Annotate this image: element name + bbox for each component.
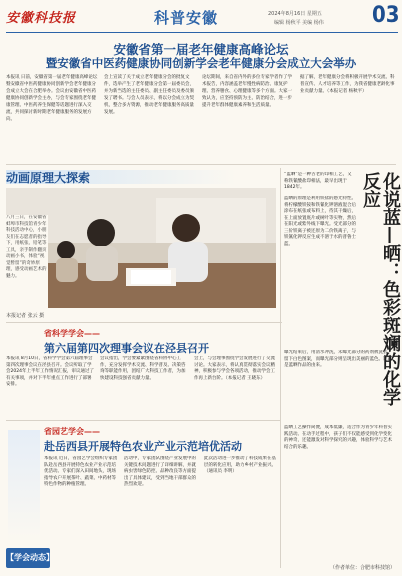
editors-line: 编辑 杨秋平 美编 杨伟 [274, 20, 324, 26]
sidebar-body-2: 曝光结束后，用清水冲洗，未曝光部分的药剂被洗去，留下白色图案，而曝光部分则呈现出美丽的蓝色。这就是蓝晒作品的由来。 [284, 350, 392, 368]
lead-body-col3: 论坛期间，来自省内外的多位专家学者作了学术报告，内容涵盖老年慢性病防治、康复护理、营养膳食、心理健康等多个方面。大家一致认为，应坚持预防为主、防治结合，进一步提升老年群体健康素养和生活质量。 [202, 75, 292, 108]
demo-headline: 赴岳西县开展特色农业产业示范培优活动 [44, 440, 242, 453]
demo-body-col3: 此次活动进一步推动了科技成果在基层的转化应用，助力乡村产业振兴。（通讯员 李明） [204, 456, 276, 474]
council-body-col2: 会议指出，学会要紧紧围绕省科协中心工作，充分发挥学术交流、科学普及、决策咨询等职能作用，团结广大科技工作者，为加快建设科技强省贡献力量。 [100, 356, 186, 381]
column-rule [280, 168, 281, 568]
sidebar-title: 化说蓝—晒：色彩斑斓的化学反应 [360, 172, 401, 406]
sidebar-intro: “蓝晒”是一种古老的印相工艺，又称铁氰酸盐印相法，最早出现于1842年。 [284, 172, 352, 190]
sidebar-author: （作者单位：合肥市科技馆） [330, 565, 396, 571]
lead-headline-line2: 暨安徽省中医药健康协同创新学会老年健康分会成立大会举办 [45, 56, 357, 70]
lead-body-col2: 会上宣读了关于成立老年健康分会的批复文件，选举产生了老年健康分会第一届委员会，并为新当选的主任委员、副主任委员及委员颁发了聘书。与会人员表示，将以分会成立为契机，整合多方资源，推动老年健康服务高质量发展。 [104, 75, 194, 115]
newspaper-brand-logo: 安徽科技报 [6, 11, 77, 26]
sidebar-body-3: 蓝晒工艺操作简便，成本低廉，适合作为青少年科普实践活动。在动手过程中，孩子们不仅能感受到化学变化的神奇，还能激发对科学探究的兴趣，体验科学与艺术结合的乐趣。 [284, 425, 392, 450]
badge-decoration [8, 430, 40, 542]
council-subtitle: 省科学学会—— [44, 329, 100, 338]
divider [6, 164, 396, 165]
xuehui-dynamics-badge [6, 548, 54, 568]
council-body-col1: 本报讯 8月10日，省科学学会第六届理事会第四次理事会议在泾县召开。会议听取了学会2024年上半年工作情况汇报，审议通过了有关事项，并对下半年重点工作进行了部署安排。 [6, 356, 94, 387]
masthead [6, 3, 398, 33]
lead-headline-line1: 安徽省第一届老年健康高峰论坛 [113, 42, 289, 57]
divider [6, 420, 280, 421]
feature-caption: 八月三日，在安徽省蚌埠市科技馆青少年科技活动中心，小朋友们在志愿者的指导下，用纸张、铅笔等工具，亲手制作翻页动画小书，体验“视觉暂留”的奇妙原理，感受动画艺术的魅力。 [6, 215, 48, 310]
page-number: 03 [372, 3, 400, 28]
lead-body-col1: 本报讯 日前，安徽省第一届老年健康高峰论坛暨安徽省中医药健康协同创新学会老年健康分会成立大会在合肥举办。会议由安徽省中医药健康协同创新学会主办，与会专家围绕老年健康管理、中医药养生保健等话题进行深入交流，共同探讨新时期老年健康服务的发展方向。 [6, 75, 98, 122]
xuehui-dynamics-label: 【学会动态】 [6, 553, 54, 562]
council-body-col3: 会上，与会理事围绕学会发展进行了交流讨论。大家表示，将认真贯彻落实会议精神，积极参与学会各项活动，推动学会工作再上新台阶。（本报记者 王晓东） [194, 356, 275, 381]
feature-banner [6, 170, 236, 184]
feature-banner-title: 动画原理大探索 [6, 171, 91, 185]
section-name: 科普安徽 [154, 9, 219, 27]
dateline: 2024年8月16日 星期五 [268, 11, 322, 17]
feature-photographer: 本报记者 张云 摄 [6, 313, 45, 319]
masthead-rule [6, 32, 398, 33]
divider [6, 322, 282, 323]
sidebar-body-1: 蓝晒的原理是利用铁盐的感光特性。将柠檬酸铁铵和铁氰化钾溶液混合后涂布在纸张或布料上，待其干燥后，在上面放置底片或树叶等实物，然后在阳光或紫外线下曝光。受光部分的三价铁离子被还原为二价铁离子，与铁氰化钾反应生成不溶于水的普鲁士蓝。 [284, 196, 356, 247]
council-headline: 第六届第四次理事会议在泾县召开 [44, 342, 209, 355]
demo-body-col1: 本报讯 近日，省园艺学会组织专家团队赴岳西县开展特色农业产业示范培优活动。专家们深入田间地头，现场指导农户开展茶叶、蔬菜、中药材等特色作物的种植管理。 [44, 456, 118, 487]
demo-subtitle: 省园艺学会—— [44, 427, 100, 436]
lead-body-col4: 据了解，老年健康分会将积极开展学术交流、科普宣传、人才培养等工作，为我省健康老龄化事业贡献力量。（本报记者 杨秋平） [300, 75, 395, 94]
demo-body-col2: 活动中，专家团队围绕产业发展中的关键技术问题进行了详细讲解，并就病虫害绿色防控、品种改良等方面提出了具体建议，受到当地干部群众的热烈欢迎。 [124, 456, 196, 487]
